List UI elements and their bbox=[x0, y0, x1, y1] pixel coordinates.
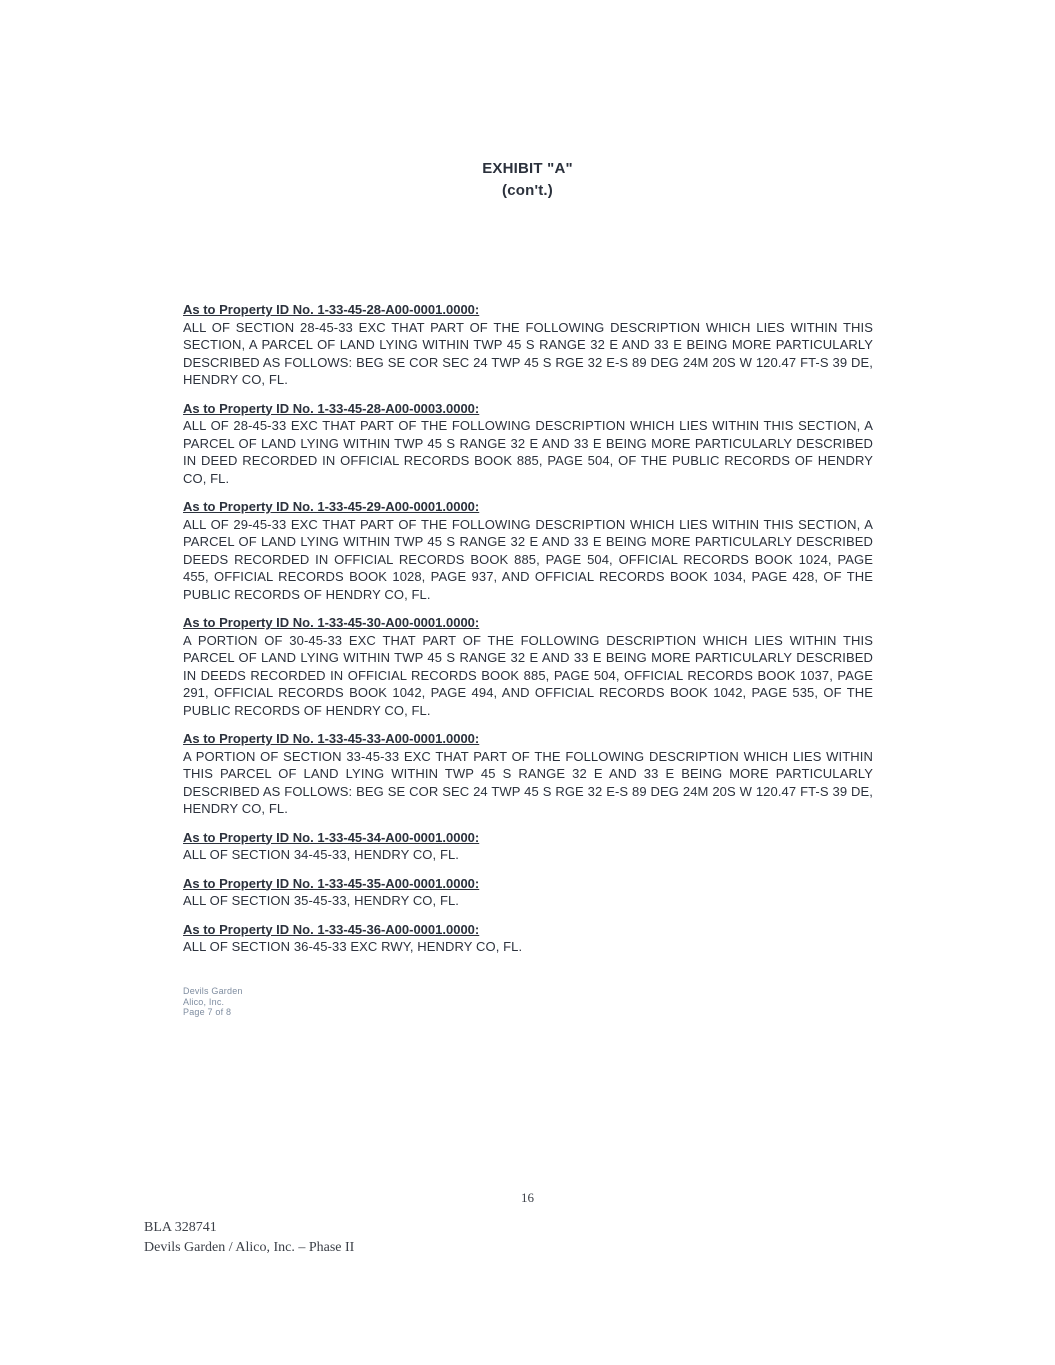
exhibit-stamp-block bbox=[183, 986, 243, 1018]
property-description-text: ALL OF 28-45-33 EXC THAT PART OF THE FOLLOWING DESCRIPTION WHICH LIES WITHIN THIS SECTION, A PARCEL OF LAND LYING WITHIN TWP 45 S RANGE 32 E AND 33 E BEING MORE PARTICULARLY DESCRIBED IN DEED RECORDED IN OFFICIAL RECORDS BOOK 885, PAGE 504, OF THE PUBLIC RECORDS OF HENDRY CO, FL. bbox=[183, 418, 873, 486]
stamp-line-3: Page 7 of 8 bbox=[183, 1007, 232, 1017]
property-id-header: As to Property ID No. 1-33-45-35-A00-0001.0000: bbox=[183, 875, 480, 891]
stamp-line-2: Alico, Inc. bbox=[183, 996, 225, 1007]
property-id-header: As to Property ID No. 1-33-45-28-A00-0001.0000: bbox=[183, 302, 480, 317]
property-section bbox=[183, 614, 873, 719]
property-section bbox=[183, 730, 873, 818]
footer-case-number: BLA 328741 bbox=[144, 1220, 217, 1235]
property-id-header: As to Property ID No. 1-33-45-29-A00-0001.0000: bbox=[183, 499, 480, 514]
property-section bbox=[183, 400, 873, 488]
property-section bbox=[183, 829, 873, 864]
page-number: 16 bbox=[521, 1190, 534, 1205]
property-section bbox=[183, 875, 873, 910]
property-id-header: As to Property ID No. 1-33-45-36-A00-0001.0000: bbox=[183, 921, 480, 937]
property-description-text: A PORTION OF 30-45-33 EXC THAT PART OF THE FOLLOWING DESCRIPTION WHICH LIES WITHIN THIS PARCEL OF LAND LYING WITHIN TWP 45 S RANGE 32 E AND 33 E BEING MORE PARTICULARLY DESCRIBED IN DEEDS RECORDED IN OFFICIAL RECORDS BOOK 885, PAGE 504, OFFICIAL RECORDS BOOK 1037, PAGE 291, OFFICIAL RECORDS BOOK 1042, PAGE 494, AND OFFICIAL RECORDS BOOK 1042, PAGE 535, OF THE PUBLIC RECORDS OF HENDRY CO, FL. bbox=[183, 632, 873, 718]
document-footer bbox=[144, 1218, 354, 1257]
title-line-1: EXHIBIT "A" bbox=[482, 160, 573, 177]
property-description-text: ALL OF SECTION 28-45-33 EXC THAT PART OF THE FOLLOWING DESCRIPTION WHICH LIES WITHIN THIS SECTION, A PARCEL OF LAND LYING WITHIN TWP 45 S RANGE 32 E AND 33 E BEING MORE PARTICULARLY DESCRIBED AS FOLLOWS: BEG SE COR SEC 24 TWP 45 S RGE 32 E-S 89 DEG 24M 20S W 120.47 FT-S 39 DE, HENDRY CO, FL. bbox=[183, 319, 873, 387]
property-section bbox=[183, 498, 873, 603]
property-id-header: As to Property ID No. 1-33-45-33-A00-0001.0000: bbox=[183, 731, 480, 746]
stamp-line-1: Devils Garden bbox=[183, 986, 243, 996]
property-description-text: A PORTION OF SECTION 33-45-33 EXC THAT PART OF THE FOLLOWING DESCRIPTION WHICH LIES WITHIN THIS PARCEL OF LAND LYING WITHIN TWP 45 S RANGE 32 E AND 33 E BEING MORE PARTICULARLY DESCRIBED AS FOLLOWS: BEG SE COR SEC 24 TWP 45 S RGE 32 E-S 89 DEG 24M 20S W 120.47 FT-S 39 DE, HENDRY CO, FL. bbox=[183, 748, 873, 816]
property-section bbox=[183, 301, 873, 389]
property-descriptions bbox=[183, 301, 873, 967]
property-id-header: As to Property ID No. 1-33-45-28-A00-0003.0000: bbox=[183, 400, 480, 416]
property-id-header: As to Property ID No. 1-33-45-34-A00-0001.0000: bbox=[183, 829, 480, 845]
title-line-2: (con't.) bbox=[502, 182, 553, 199]
footer-project-name: Devils Garden / Alico, Inc. – Phase II bbox=[144, 1239, 355, 1255]
document-title bbox=[0, 158, 1055, 202]
property-description-text: ALL OF SECTION 35-45-33, HENDRY CO, FL. bbox=[183, 893, 460, 908]
property-description-text: ALL OF 29-45-33 EXC THAT PART OF THE FOLLOWING DESCRIPTION WHICH LIES WITHIN THIS SECTION, A PARCEL OF LAND LYING WITHIN TWP 45 S RANGE 32 E AND 33 E BEING MORE PARTICULARLY DESCRIBED DEEDS RECORDED IN OFFICIAL RECORDS BOOK 885, PAGE 504, OFFICIAL RECORDS BOOK 1024, PAGE 455, OFFICIAL RECORDS BOOK 1028, PAGE 937, AND OFFICIAL RECORDS BOOK 1034, PAGE 428, OF THE PUBLIC RECORDS OF HENDRY CO, FL. bbox=[183, 516, 873, 602]
property-id-header: As to Property ID No. 1-33-45-30-A00-0001.0000: bbox=[183, 615, 480, 630]
property-description-text: ALL OF SECTION 34-45-33, HENDRY CO, FL. bbox=[183, 847, 460, 862]
property-description-text: ALL OF SECTION 36-45-33 EXC RWY, HENDRY CO, FL. bbox=[183, 939, 523, 954]
property-section bbox=[183, 921, 873, 956]
